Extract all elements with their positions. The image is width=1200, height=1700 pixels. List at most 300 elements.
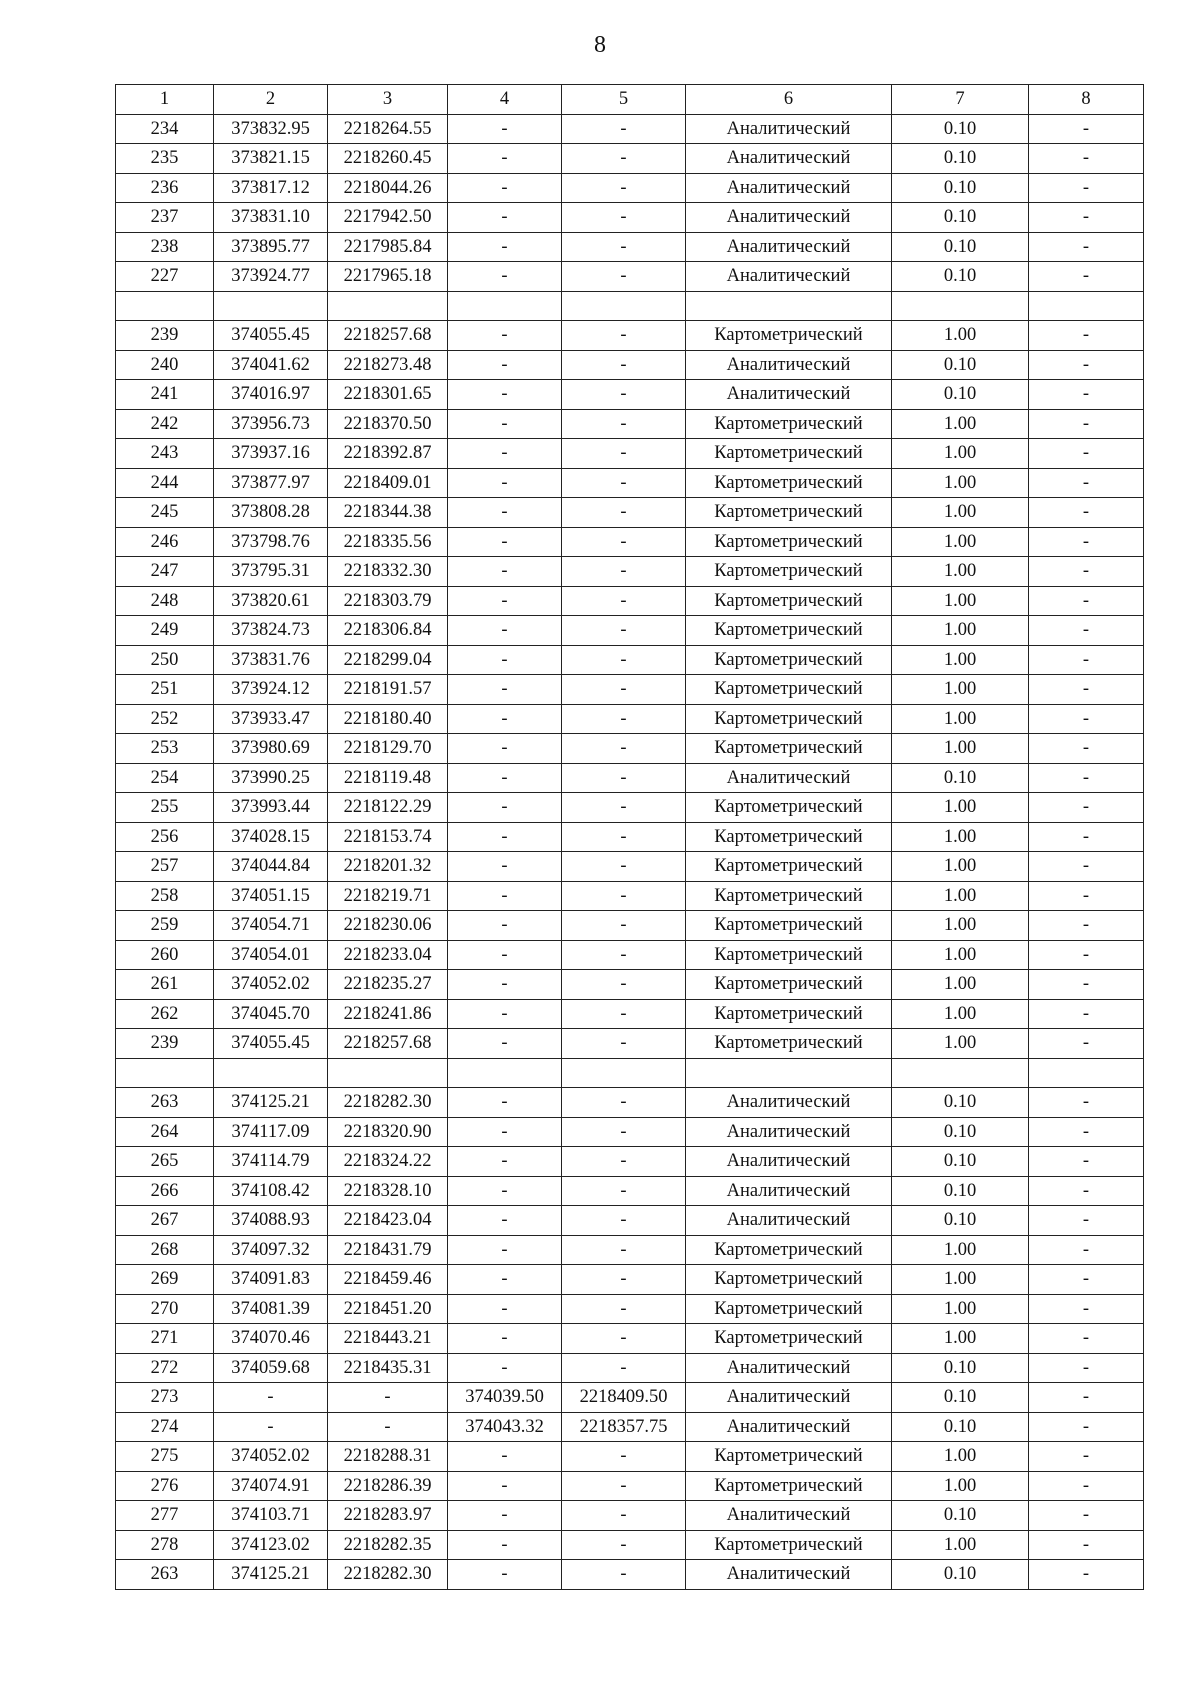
table-cell: 0.10 [892,1383,1029,1413]
table-row [116,380,1144,410]
table-cell: 0.10 [892,1176,1029,1206]
table-row [116,970,1144,1000]
table-cell: - [562,380,686,410]
table-cell: 0.10 [892,144,1029,174]
table-cell: - [448,763,562,793]
table-cell: - [562,793,686,823]
table-cell: - [1029,675,1144,705]
table-cell: Картометрический [686,1530,892,1560]
table-cell: 374125.21 [214,1088,328,1118]
table-cell: 374108.42 [214,1176,328,1206]
column-header: 8 [1029,85,1144,115]
table-cell: Картометрический [686,1471,892,1501]
table-cell: - [1029,1560,1144,1590]
table-cell: 2218324.22 [328,1147,448,1177]
table-cell: 373824.73 [214,616,328,646]
table-cell: 2218443.21 [328,1324,448,1354]
table-cell: Аналитический [686,1088,892,1118]
table-cell: - [562,999,686,1029]
table-cell: 2218282.30 [328,1088,448,1118]
table-cell: - [562,232,686,262]
table-cell: 267 [116,1206,214,1236]
table-cell: - [448,232,562,262]
column-header: 5 [562,85,686,115]
table-cell: 245 [116,498,214,528]
table-cell: Аналитический [686,1501,892,1531]
table-cell: 256 [116,822,214,852]
table-cell: - [1029,173,1144,203]
table-cell: - [448,527,562,557]
table-cell: - [1029,999,1144,1029]
table-cell: - [562,321,686,351]
table-cell [214,1058,328,1088]
table-row [116,1412,1144,1442]
table-cell: 374016.97 [214,380,328,410]
table-cell: - [1029,1412,1144,1442]
table-cell: - [1029,822,1144,852]
table-cell: 239 [116,321,214,351]
table-cell: 374055.45 [214,321,328,351]
table-cell: 2218431.79 [328,1235,448,1265]
table-row [116,527,1144,557]
table-cell: - [562,822,686,852]
table-cell: - [448,822,562,852]
table-cell: 2218306.84 [328,616,448,646]
table-cell: 2218288.31 [328,1442,448,1472]
table-row [116,173,1144,203]
table-row [116,1353,1144,1383]
table-row [116,1265,1144,1295]
table-cell: 1.00 [892,911,1029,941]
table-cell: - [562,557,686,587]
table-cell: 374043.32 [448,1412,562,1442]
table-cell: 253 [116,734,214,764]
table-cell: 2218392.87 [328,439,448,469]
table-cell: 241 [116,380,214,410]
table-cell: - [562,1442,686,1472]
table-cell: 373831.76 [214,645,328,675]
table-cell: Картометрический [686,675,892,705]
table-cell: 2218180.40 [328,704,448,734]
table-cell: 0.10 [892,1353,1029,1383]
table-cell: 374088.93 [214,1206,328,1236]
table-cell: 2217965.18 [328,262,448,292]
table-cell: Аналитический [686,1412,892,1442]
table-cell: - [1029,1235,1144,1265]
table-cell: 2218273.48 [328,350,448,380]
table-cell: Картометрический [686,586,892,616]
table-cell: Картометрический [686,1265,892,1295]
table-cell: - [1029,1442,1144,1472]
table-cell: 2218283.97 [328,1501,448,1531]
table-cell: 373895.77 [214,232,328,262]
table-cell: 373821.15 [214,144,328,174]
table-cell: 2218044.26 [328,173,448,203]
table-cell: Картометрический [686,970,892,1000]
table-cell: - [1029,498,1144,528]
table-cell: - [562,1206,686,1236]
table-cell [892,291,1029,321]
table-cell: 374028.15 [214,822,328,852]
table-cell: 2218320.90 [328,1117,448,1147]
table-cell: - [1029,1206,1144,1236]
table-row [116,645,1144,675]
table-row [116,793,1144,823]
table-cell: - [562,763,686,793]
table-cell: 373820.61 [214,586,328,616]
table-cell: 374114.79 [214,1147,328,1177]
table-cell: - [562,1530,686,1560]
table-cell: - [328,1383,448,1413]
table-cell [892,1058,1029,1088]
table-cell: - [1029,1117,1144,1147]
table-cell: 249 [116,616,214,646]
table-cell: 373832.95 [214,114,328,144]
table-cell: - [562,1353,686,1383]
table-cell: - [448,704,562,734]
table-cell: - [562,1088,686,1118]
table-cell: 271 [116,1324,214,1354]
table-cell: - [448,1324,562,1354]
table-cell: 0.10 [892,1117,1029,1147]
table-cell: - [448,970,562,1000]
table-cell: - [1029,144,1144,174]
table-cell: - [448,1176,562,1206]
table-cell: - [448,999,562,1029]
table-cell: 2218219.71 [328,881,448,911]
table-cell: 248 [116,586,214,616]
table-cell: 373980.69 [214,734,328,764]
column-header: 7 [892,85,1029,115]
table-cell: - [562,645,686,675]
table-cell: - [562,704,686,734]
table-cell: Картометрический [686,557,892,587]
table-cell: - [448,616,562,646]
table-cell: - [562,527,686,557]
table-cell: - [562,114,686,144]
table-row [116,1235,1144,1265]
table-cell: 270 [116,1294,214,1324]
table-cell: 244 [116,468,214,498]
table-cell: 274 [116,1412,214,1442]
table-cell: - [562,1471,686,1501]
table-cell: 1.00 [892,1324,1029,1354]
table-cell [214,291,328,321]
table-cell: - [562,970,686,1000]
table-row [116,291,1144,321]
table-cell: Аналитический [686,1353,892,1383]
table-cell: 2218409.01 [328,468,448,498]
table-cell: 2218233.04 [328,940,448,970]
table-cell: Картометрический [686,645,892,675]
table-cell: - [1029,793,1144,823]
table-row [116,350,1144,380]
table-cell: 261 [116,970,214,1000]
table-cell: 2218370.50 [328,409,448,439]
page-number: 8 [594,32,606,58]
table-cell: 374081.39 [214,1294,328,1324]
table-row [116,675,1144,705]
table-cell: Аналитический [686,114,892,144]
table-row [116,1176,1144,1206]
table-cell: 374074.91 [214,1471,328,1501]
table-cell: 1.00 [892,409,1029,439]
table-cell: - [1029,468,1144,498]
table-cell: 374055.45 [214,1029,328,1059]
table-cell: Картометрический [686,911,892,941]
table-cell: - [562,911,686,941]
table-cell: 0.10 [892,203,1029,233]
table-cell: 0.10 [892,114,1029,144]
table-cell: 2218357.75 [562,1412,686,1442]
table-cell: 2218409.50 [562,1383,686,1413]
table-cell: 373993.44 [214,793,328,823]
table-cell: 0.10 [892,1501,1029,1531]
table-cell: 374123.02 [214,1530,328,1560]
table-cell: 1.00 [892,704,1029,734]
table-cell: - [448,1530,562,1560]
table-cell: - [448,940,562,970]
table-cell: - [1029,1383,1144,1413]
table-cell: Аналитический [686,1176,892,1206]
table-cell: - [1029,1088,1144,1118]
table-cell: Картометрический [686,793,892,823]
table-row [116,114,1144,144]
table-cell: - [1029,940,1144,970]
table-cell [1029,291,1144,321]
table-cell: - [562,881,686,911]
table-row [116,734,1144,764]
table-cell: 2218129.70 [328,734,448,764]
table-cell: - [1029,852,1144,882]
table-cell: 227 [116,262,214,292]
table-cell: - [1029,409,1144,439]
table-cell: 240 [116,350,214,380]
table-cell: 374091.83 [214,1265,328,1295]
table-cell: - [448,793,562,823]
table-cell: 0.10 [892,1412,1029,1442]
table-cell: 374039.50 [448,1383,562,1413]
table-cell: 373877.97 [214,468,328,498]
table-cell: 268 [116,1235,214,1265]
table-row [116,1501,1144,1531]
table-row [116,232,1144,262]
table-cell [562,1058,686,1088]
table-cell: 2217942.50 [328,203,448,233]
table-cell: - [448,675,562,705]
table-cell: - [448,1147,562,1177]
table-row [116,586,1144,616]
table-row [116,852,1144,882]
table-cell: - [562,409,686,439]
table-cell: - [562,1029,686,1059]
table-cell: - [1029,1029,1144,1059]
table-cell: - [562,1147,686,1177]
table-cell: - [562,1324,686,1354]
table-cell: - [448,557,562,587]
table-cell: 239 [116,1029,214,1059]
table-cell: 251 [116,675,214,705]
table-cell: 2218286.39 [328,1471,448,1501]
table-cell: 238 [116,232,214,262]
table-cell [448,291,562,321]
table-cell: 273 [116,1383,214,1413]
table-row [116,557,1144,587]
table-cell: 1.00 [892,439,1029,469]
table-cell: 0.10 [892,232,1029,262]
table-cell: 247 [116,557,214,587]
table-cell: Картометрический [686,852,892,882]
table-cell: - [448,380,562,410]
table-cell: - [1029,232,1144,262]
table-cell: 2218282.35 [328,1530,448,1560]
table-row [116,999,1144,1029]
table-cell: 374041.62 [214,350,328,380]
table-cell [116,291,214,321]
table-row [116,1530,1144,1560]
table-cell: Картометрический [686,439,892,469]
table-cell: - [1029,350,1144,380]
table-cell: 2218260.45 [328,144,448,174]
table-cell [328,1058,448,1088]
table-row [116,439,1144,469]
table-cell: - [1029,1324,1144,1354]
table-cell: 260 [116,940,214,970]
table-cell: 252 [116,704,214,734]
table-cell: - [448,1265,562,1295]
table-cell: - [562,675,686,705]
table-cell: - [562,1265,686,1295]
table-cell: Картометрический [686,704,892,734]
table-cell: 1.00 [892,498,1029,528]
table-cell: - [1029,645,1144,675]
table-cell: 0.10 [892,380,1029,410]
table-cell: 1.00 [892,1029,1029,1059]
table-cell: - [448,1088,562,1118]
table-cell: - [448,1442,562,1472]
table-cell: 2218423.04 [328,1206,448,1236]
table-cell: 1.00 [892,881,1029,911]
table-cell: 1.00 [892,970,1029,1000]
table-cell: Картометрический [686,1294,892,1324]
column-header: 6 [686,85,892,115]
table-cell: 0.10 [892,173,1029,203]
table-cell [562,291,686,321]
table-cell: 374097.32 [214,1235,328,1265]
table-row [116,1147,1144,1177]
table-cell: - [1029,1530,1144,1560]
table-row [116,1471,1144,1501]
table-cell: 0.10 [892,1206,1029,1236]
column-header: 4 [448,85,562,115]
table-cell: Картометрический [686,940,892,970]
table-row [116,704,1144,734]
table-cell: Картометрический [686,527,892,557]
table-row [116,1324,1144,1354]
table-row [116,1560,1144,1590]
table-cell: 2218201.32 [328,852,448,882]
table-cell: 1.00 [892,734,1029,764]
table-cell: 1.00 [892,468,1029,498]
table-cell: 255 [116,793,214,823]
table-row [116,498,1144,528]
table-cell: Аналитический [686,173,892,203]
table-cell: 2218328.10 [328,1176,448,1206]
table-cell: 276 [116,1471,214,1501]
table-cell: - [214,1383,328,1413]
table-cell: Картометрический [686,498,892,528]
table-cell: 2218230.06 [328,911,448,941]
table-cell: - [448,1235,562,1265]
table-cell: - [1029,704,1144,734]
table-cell: 0.10 [892,1560,1029,1590]
table-row [116,881,1144,911]
table-cell: 373933.47 [214,704,328,734]
table-cell: 2218301.65 [328,380,448,410]
table-cell: - [562,1294,686,1324]
table-cell: 374125.21 [214,1560,328,1590]
table-row [116,144,1144,174]
table-cell: 374117.09 [214,1117,328,1147]
table-cell: - [562,173,686,203]
table-cell: - [448,114,562,144]
table-cell: Аналитический [686,1560,892,1590]
table-cell: - [448,1117,562,1147]
table-cell: 0.10 [892,1088,1029,1118]
table-cell: 1.00 [892,675,1029,705]
table-cell: - [448,852,562,882]
table-cell: Аналитический [686,350,892,380]
table-cell: Картометрический [686,881,892,911]
table-cell: 0.10 [892,763,1029,793]
table-cell: - [448,173,562,203]
table-cell: - [562,262,686,292]
table-cell [448,1058,562,1088]
table-cell: 246 [116,527,214,557]
table-cell: 269 [116,1265,214,1295]
table-cell: Аналитический [686,1383,892,1413]
table-cell: - [562,1176,686,1206]
table-cell: 374051.15 [214,881,328,911]
table-cell: 1.00 [892,1265,1029,1295]
table-cell: 2218257.68 [328,321,448,351]
table-row [116,1058,1144,1088]
table-cell: Картометрический [686,1029,892,1059]
column-header: 1 [116,85,214,115]
table-cell: - [214,1412,328,1442]
table-cell: 2218282.30 [328,1560,448,1590]
table-cell: 275 [116,1442,214,1472]
table-cell: 257 [116,852,214,882]
table-cell: - [448,1471,562,1501]
table-row [116,203,1144,233]
table-cell: 236 [116,173,214,203]
table-cell: - [1029,911,1144,941]
table-cell: 373990.25 [214,763,328,793]
table-cell: Аналитический [686,1206,892,1236]
table-cell: Картометрический [686,1235,892,1265]
table-row [116,616,1144,646]
table-cell: 374070.46 [214,1324,328,1354]
table-row [116,1206,1144,1236]
table-cell: 373924.12 [214,675,328,705]
table-cell: 272 [116,1353,214,1383]
table-cell: - [1029,1176,1144,1206]
table-cell: - [448,734,562,764]
table-cell: 1.00 [892,321,1029,351]
table-cell: - [448,350,562,380]
table-cell: 1.00 [892,822,1029,852]
